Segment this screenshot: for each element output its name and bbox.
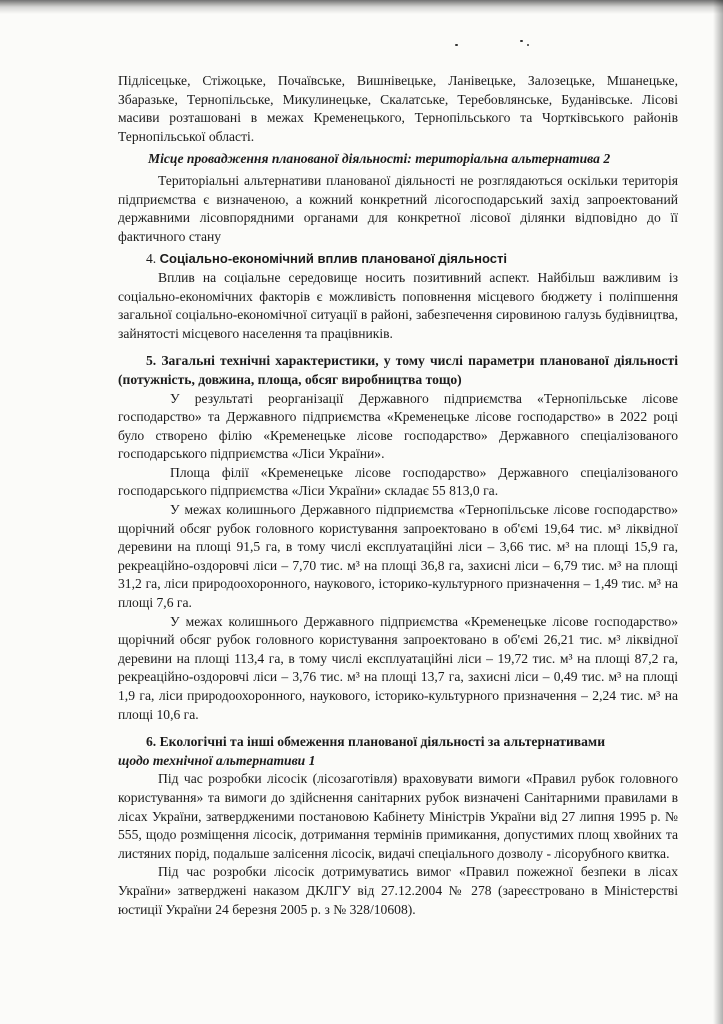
section-5-paragraph-4: У межах колишнього Державного підприємства «Кременецьке лісове господарство» щорічний обсяг рубок головного користування запроектовано в об'ємі 26,21 тис. м³ ліквідної деревини на площі 113,4 га, в тому числі експлуатаційні ліси – 19,72 тис. м³ на площі 87,2 га, рекреаційно-оздоровчі ліси – 3,76 тис. м³ на площі 13,7 га, захисні ліси – 0,49 тис. м³ на площі 1,9 га, ліси природоохоронного, наукового, історико-культурного призначення – 2,24 тис. м³ на площі 10,6 га. [118, 613, 678, 722]
section-6-paragraph-1: Під час розробки лісосік (лісозаготівля) враховувати вимоги «Правил рубок головного користування» та вимоги до здійснення санітарних рубок визначені Санітарними правилами в лісах України, затвердженими постановою Кабінету Міністрів України від 27 липня 1995 р. № 555, щодо розміщення лісосік, дотримання термінів примикання, допустимих площ хвойних та листяних порід, подальше залісення лісосік, видачі спеціального дозволу - лісорубного квитка. [118, 771, 678, 861]
scan-top-shadow [0, 0, 723, 14]
section-5-heading [118, 352, 678, 389]
section-5-paragraph-2: Площа філії «Кременецьке лісове господарство» Державного спеціалізованого господарського підприємства «Ліси України» складає 55 813,0 га. [118, 464, 678, 499]
intro-paragraph: Підлісецьке, Стіжоцьке, Почаївське, Вишнівецьке, Ланівецьке, Залозецьке, Мшанецьке, Збаразьке, Тернопільське, Микулинецьке, Скалатське, Теребовлянське, Буданівське. Лісові масиви розташовані в межах Кременецького, Тернопільського та Чортківського районів Тернопільської області. [118, 73, 678, 144]
scan-speck [455, 44, 458, 46]
section-5-number: 5. [146, 353, 157, 369]
scan-speck [527, 44, 529, 46]
section-4-title: Соціально-економічний вплив планованої діяльності [159, 251, 507, 267]
section-6-number: 6. [146, 734, 157, 750]
alternative-2-paragraph: Територіальні альтернативи планованої діяльності не розглядаються оскільки територія підприємства є визначеною, а кожний конкретний лісогосподарський захід запроектований державними лісовпорядними органами для конкретної лісової ділянки відповідно до її фактичного стану [118, 172, 678, 244]
section-5-paragraph-3: У межах колишнього Державного підприємства «Тернопільське лісове господарство» щорічний обсяг рубок головного користування запроектовано в об'ємі 19,64 тис. м³ ліквідної деревини на площі 91,5 га, в тому числі експлуатаційні ліси – 3,66 тис. м³ на площі 15,9 га, рекреаційно-оздоровчі ліси – 7,70 тис. м³ на площі 36,8 га, захисні ліси – 6,79 тис. м³ на площі 31,2 га, ліси природоохоронного, наукового, історико-культурного призначення – 1,49 тис. м³ на площі 7,6 га. [118, 502, 678, 611]
section-4-paragraph: Вплив на соціальне середовище носить позитивний аспект. Найбільш важливим із соціально-економічних факторів є можливість поповнення місцевого бюджету і поліпшення загальної соціально-економічної ситуації в районі, забезпечення сировиною галузь будівництва, зайнятості місцевого населення та працівників. [118, 269, 678, 341]
section-6-title: Екологічні та інші обмеження планованої діяльності за альтернативами [159, 734, 606, 750]
section-6-paragraph-2: Під час розробки лісосік дотримуватись вимог «Правил пожежної безпеки в лісах України» затверджені наказом ДКЛГУ від 27.12.2004 № 278 (зареєстровано в Міністерстві юстиції України 24 березня 2005 р. з № 328/10608). [118, 864, 678, 917]
section-5-title: Загальні технічні характеристики, у тому числі параметри планованої діяльності (потужність, довжина, площа, обсяг виробництва тощо) [118, 353, 678, 387]
alternative-2-heading: Місце провадження планованої діяльності: територіальна альтернатива 2 [148, 151, 611, 167]
scan-right-shadow [713, 0, 723, 1024]
section-4-number: 4. [146, 251, 157, 267]
section-5-paragraph-1: У результаті реорганізації Державного підприємства «Тернопільське лісове господарство» та Державного підприємства «Кременецьке лісове господарство» в 2022 році було створено філію «Кременецьке лісове господарство» Державного спеціалізованого господарського підприємства «Ліси України». [118, 390, 678, 462]
document-body [118, 72, 678, 919]
section-6-heading [118, 733, 678, 752]
section-4-heading [118, 250, 678, 269]
section-6-subheading: щодо технічної альтернативи 1 [118, 752, 316, 768]
scan-speck [520, 40, 523, 42]
